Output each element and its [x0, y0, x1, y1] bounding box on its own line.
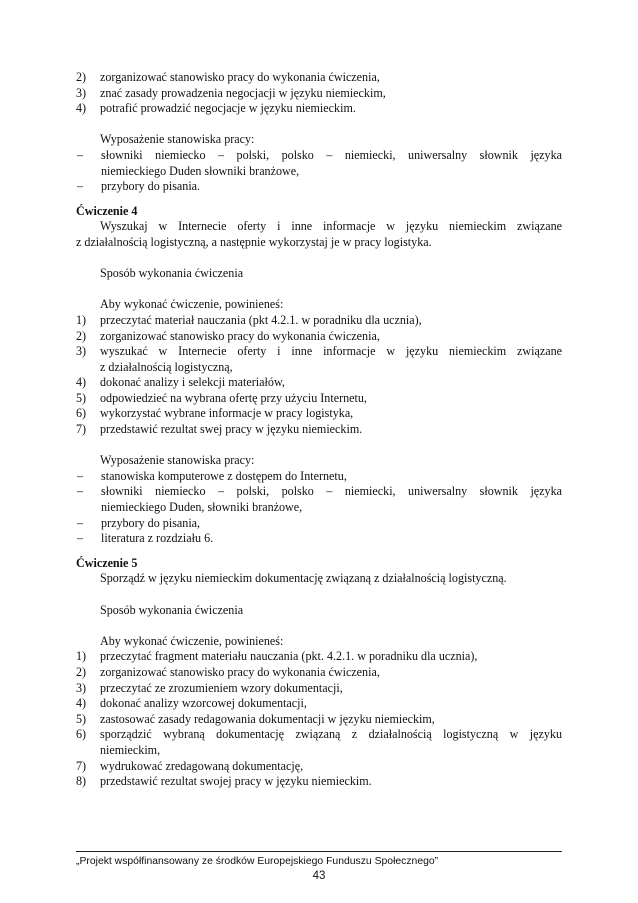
equipment-item: – słowniki niemiecko – polski, polsko – niemiecki, uniwersalny słownik języka niemieckiego Duden słowniki branżowe, — [77, 147, 562, 178]
equipment-item: – słowniki niemiecko – polski, polsko – niemiecki, uniwersalny słownik języka niemieckiego Duden, słowniki branżowe, — [77, 484, 562, 515]
footer-text: „Projekt współfinansowany ze środków Europejskiego Funduszu Społecznego” — [76, 856, 439, 867]
equipment-item: – stanowiska komputerowe z dostępem do Internetu, — [77, 468, 347, 483]
list-item: 6) wykorzystać wybrane informacje w pracy logistyka, — [76, 406, 354, 421]
list-item: 5) odpowiedzieć na wybrana ofertę przy użyciu Internetu, — [76, 390, 367, 405]
equipment-item: – literatura z rozdziału 6. — [77, 531, 214, 546]
list-item: 1) przeczytać fragment materiału nauczania (pkt. 4.2.1. w poradniku dla ucznia), — [76, 649, 478, 664]
exercise-5-description: Sporządź w języku niemieckim dokumentację związaną z działalnością logistyczną. — [100, 571, 507, 586]
exercise-4-heading: Ćwiczenie 4 — [76, 203, 138, 218]
list-item: 7) przedstawić rezultat swej pracy w języku niemieckim. — [76, 422, 363, 437]
top-list — [76, 70, 562, 117]
exercise-4-steps — [76, 313, 562, 438]
list-item: 3) wyszukać w Internecie oferty i inne informacje w języku niemieckim związane z działalnością logistyczną, — [76, 344, 562, 374]
exercise-4-description-cont: z działalnością logistyczną, a następnie wykorzystaj je w pracy logistyka. — [76, 234, 432, 249]
exercise-5-heading: Ćwiczenie 5 — [76, 555, 138, 570]
exercise-5-steps — [76, 649, 562, 789]
equipment-title: Wyposażenie stanowiska pracy: — [100, 132, 255, 147]
list-item: 7) wydrukować zredagowaną dokumentację, — [76, 758, 304, 773]
document-page — [76, 70, 562, 790]
list-item: 4) potrafić prowadzić negocjacje w języku niemieckim. — [76, 101, 356, 116]
list-item: 5) zastosować zasady redagowania dokumentacji w języku niemieckim, — [76, 711, 435, 726]
list-item: 2) zorganizować stanowisko pracy do wykonania ćwiczenia, — [76, 70, 380, 84]
method-heading: Sposób wykonania ćwiczenia — [100, 602, 244, 617]
list-item: 4) dokonać analizy wzorcowej dokumentacji, — [76, 696, 307, 711]
equipment-item: – przybory do pisania, — [77, 515, 201, 530]
equipment-item: – przybory do pisania. — [77, 179, 201, 194]
list-item: 8) przedstawić rezultat swojej pracy w języku niemieckim. — [76, 774, 372, 789]
method-heading: Sposób wykonania ćwiczenia — [100, 266, 244, 281]
list-item: 4) dokonać analizy i selekcji materiałów, — [76, 375, 285, 390]
list-item: 3) przeczytać ze zrozumieniem wzory dokumentacji, — [76, 680, 343, 695]
list-item: 1) przeczytać materiał nauczania (pkt 4.2.1. w poradniku dla ucznia), — [76, 312, 422, 327]
exercise-4-description: Wyszukaj w Internecie oferty i inne informacje w języku niemieckim związane — [100, 219, 562, 234]
list-item: 2) zorganizować stanowisko pracy do wykonania ćwiczenia, — [76, 664, 380, 679]
page-number: 43 — [312, 870, 326, 882]
list-item: 2) zorganizować stanowisko pracy do wykonania ćwiczenia, — [76, 328, 380, 343]
intro-text: Aby wykonać ćwiczenie, powinieneś: — [100, 633, 284, 648]
intro-text: Aby wykonać ćwiczenie, powinieneś: — [100, 297, 284, 312]
list-item: 6) sporządzić wybraną dokumentację związaną z działalnością logistyczną w języku niemieckim, — [76, 727, 562, 757]
list-item: 3) znać zasady prowadzenia negocjacji w języku niemieckim, — [76, 85, 386, 100]
footer-divider — [76, 851, 562, 852]
equipment-title: Wyposażenie stanowiska pracy: — [100, 453, 255, 468]
